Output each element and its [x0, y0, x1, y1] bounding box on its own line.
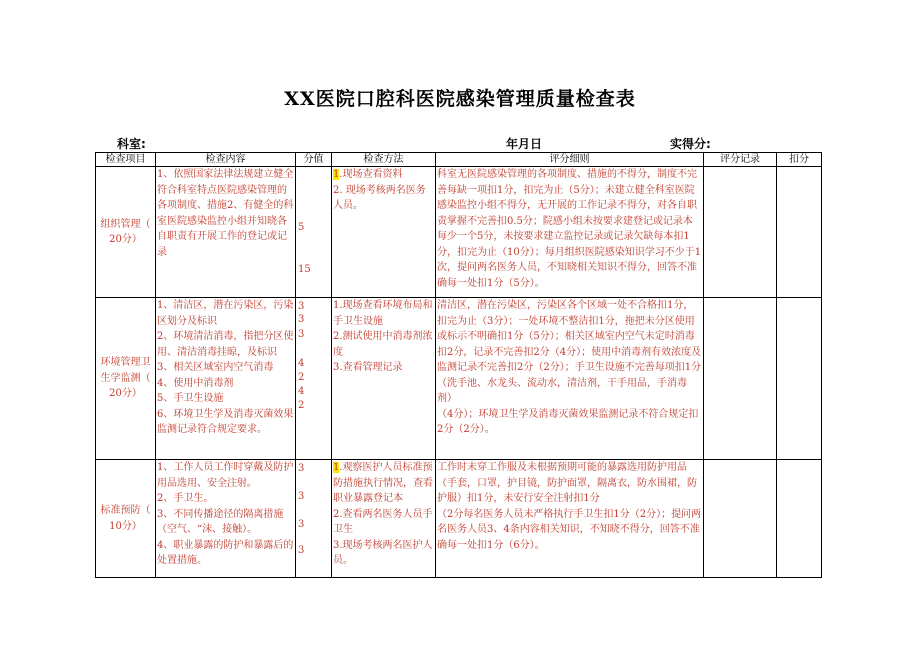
score-value: 3	[298, 301, 305, 312]
header-record: 评分记录	[704, 153, 777, 167]
header-row	[96, 153, 822, 167]
score-label: 实得分:	[670, 137, 711, 151]
row-scores	[296, 460, 332, 578]
date-label: 年月日	[506, 137, 543, 151]
score-value: 15	[298, 264, 311, 275]
highlight-mark: 1	[333, 462, 340, 473]
row-method: 1.观察医护人员标准预防措施执行情况，查看职业暴露登记本 2.查看两名医务人员手卫生 3.现场考核两名医护人员。	[332, 460, 436, 578]
header-score: 分值	[296, 153, 332, 167]
row-method: 1.现场查看环境布局和手卫生设施 2.测试使用中消毒剂浓度 3.查看管理记录	[332, 298, 436, 460]
row-item: 标准预防（ 10分）	[96, 460, 156, 578]
row-record[interactable]	[704, 298, 777, 460]
score-value: 4	[298, 358, 305, 369]
highlight-mark: 1	[333, 169, 340, 180]
dept-label: 科室:	[117, 137, 146, 151]
row-content: 1、清洁区，潜在污染区，污染区划分及标识 2、环境清洁消毒，指把分区使用、清洁消毒挂晾，及标识 3、相关区域室内空气消毒 4、使用中消毒剂 5、手卫生设施 6、环境卫生学及消毒灭菌效果监测记录符合规定要求。	[156, 298, 296, 460]
row-detail: 科室无医院感染管理的各项制度、措施的不得分，制度不完善每缺一项扣1分，扣完为止（5分）；未建立健全科室医院感染监控小组不得分，无开展的工作记录不得分，对各自职责掌握不完善扣0.5分；院感小组未按要求建登记或记录本每少一个5分，未按要求建立监控记录或记录欠缺每本扣1分，扣完为止（10分）；每月组织医院感染知识学习不少于1次，提问两名医务人员，不知晓相关知识不得分，回答不准确每一处扣1分（5分）。	[436, 167, 704, 298]
page-title: XX医院口腔科医院感染管理质量检查表	[284, 88, 636, 110]
row-detail: 清洁区，潜在污染区，污染区各个区域一处不合格扣1分，扣完为止（3分）；一处环境不整洁扣1分，拖把未分区使用或标示不明确扣1分（5分）；相关区域室内空气未定时消毒扣2分，记录不完善扣2分（4分）；使用中消毒剂有效浓度及监测记录不完善扣2分（2分）；手卫生设施不完善每项扣1分（洗手池、水龙头、流动水，清洁剂，干手用品，手消毒剂） （4分）；环境卫生学及消毒灭菌效果监测记录不符合规定扣2分（2分）。	[436, 298, 704, 460]
row-deduct[interactable]	[777, 460, 822, 578]
score-value: 2	[298, 372, 305, 383]
row-content: 1、依照国家法律法规建立健全符合科室特点医院感染管理的各项制度、措施2、有健全的科室医院感染监控小组并知晓各自职责有开展工作的登记或记录	[156, 167, 296, 298]
header-detail: 评分细则	[436, 153, 704, 167]
row-record[interactable]	[704, 167, 777, 298]
row-item: 环境管理卫生学监测（ 20分）	[96, 298, 156, 460]
table-row	[96, 167, 822, 298]
row-scores	[296, 298, 332, 460]
score-value: 3	[298, 329, 305, 340]
score-value: 3	[298, 463, 305, 474]
score-value: 3	[298, 491, 305, 502]
score-value: 3	[298, 545, 305, 556]
score-value: 5	[298, 222, 305, 233]
header-item: 检查项目	[96, 153, 156, 167]
row-content: 1、工作人员工作时穿戴及防护用品选用、安全注射。 2、手卫生。 3、不同传播途径的隔离措施（空气、“沫、接触）。 4、职业暴露的防护和暴露后的处置措施。	[156, 460, 296, 578]
header-content: 检查内容	[156, 153, 296, 167]
score-value: 4	[298, 386, 305, 397]
score-value: 2	[298, 400, 305, 411]
row-deduct[interactable]	[777, 298, 822, 460]
row-item: 组织管理（ 20分）	[96, 167, 156, 298]
header-deduct: 扣分	[777, 153, 822, 167]
row-record[interactable]	[704, 460, 777, 578]
score-value: 3	[298, 314, 305, 325]
row-method: 1.现场查看资料 2. 现场考核两名医务人员。	[332, 167, 436, 298]
row-deduct[interactable]	[777, 167, 822, 298]
row-scores	[296, 167, 332, 298]
inspection-table	[95, 152, 822, 578]
table-row	[96, 298, 822, 460]
score-value: 3	[298, 519, 305, 530]
table-row	[96, 460, 822, 578]
header-method: 检查方法	[332, 153, 436, 167]
row-detail: 工作时未穿工作服及未根据预期可能的暴露选用防护用品（手套，口罩，护目镜，防护面罩，隔离衣，防水围裙，防护服）扣1分，未安行安全注射扣1分 （2分每名医务人员未严格执行手卫生扣1分（2分）；提问两名医务人员3、4条内容相关知识，不知晓不得分，回答不准确每一处扣1分（6分）。	[436, 460, 704, 578]
